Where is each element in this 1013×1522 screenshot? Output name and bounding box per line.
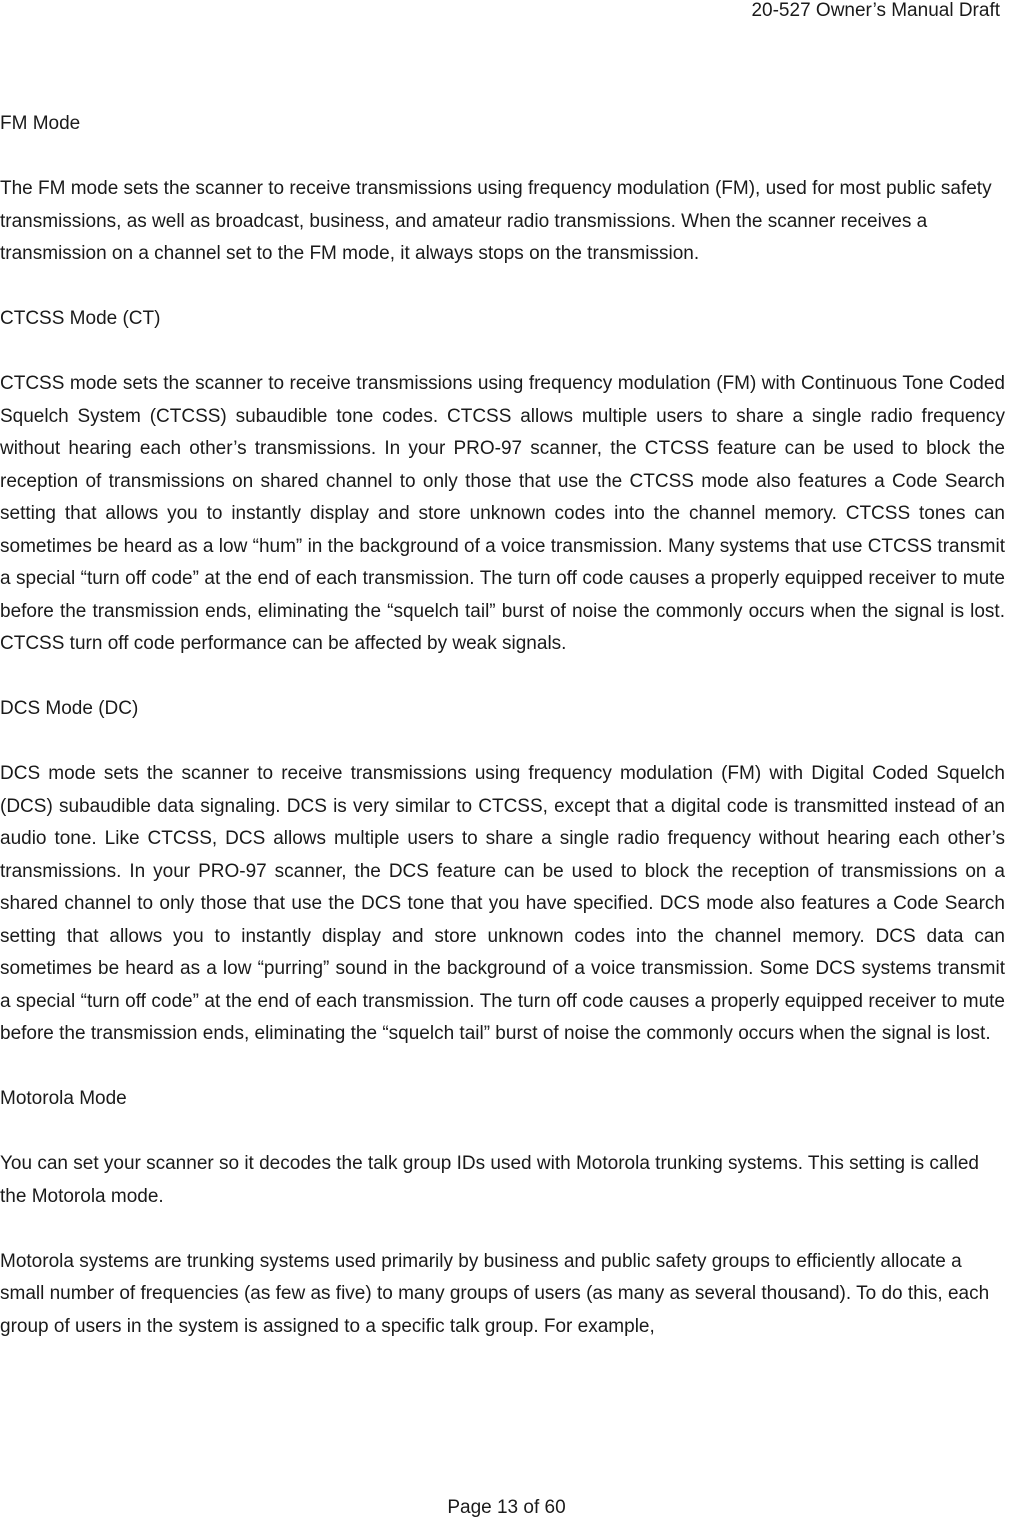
fm-paragraph: The FM mode sets the scanner to receive transmissions using frequency modulation (FM), used for most public safety transmissions, as well as broadcast, business, and amateur radio transmissions. When the scanner receives a transmission on a channel set to the FM mode, it always stops on the transmission. (0, 178, 992, 264)
section-heading-ctcss: CTCSS Mode (CT) (0, 308, 161, 329)
section-heading-motorola: Motorola Mode (0, 1088, 127, 1109)
motorola-paragraph-1: You can set your scanner so it decodes the talk group IDs used with Motorola trunking systems. This setting is called the Motorola mode. (0, 1153, 980, 1207)
motorola-paragraph-2: Motorola systems are trunking systems used primarily by business and public safety groups to efficiently allocate a small number of frequencies (as few as five) to many groups of users (as many as several thousand). To do this, each group of users in the system is assigned to a specific talk group. For example, (0, 1250, 990, 1337)
page-number: Page 13 of 60 (447, 1497, 566, 1518)
document-body (0, 108, 1005, 1376)
dcs-paragraph: DCS mode sets the scanner to receive transmissions using frequency modulation (FM) with Digital Coded Squelch (DCS) subaudible data signaling. DCS is very similar to CTCSS, except that a digital code is transmitted instead of an audio tone. Like CTCSS, DCS allows multiple users to share a single radio frequency without hearing each other’s transmissions. In your PRO-97 scanner, the DCS feature can be used to block the reception of transmissions on a shared channel to only those that use the DCS tone that you have specified. DCS mode also features a Code Search setting that allows you to instantly display and store unknown codes into the channel memory. DCS data can sometimes be heard as a low “purring” sound in the background of a voice transmission. Some DCS systems transmit a special “turn off code” at the end of each transmission. The turn off code causes a properly equipped receiver to mute before the transmission ends, eliminating the “squelch tail” burst of noise the commonly occurs when the signal is lost. (0, 763, 1005, 1044)
section-heading-fm: FM Mode (0, 113, 81, 134)
section-heading-dcs: DCS Mode (DC) (0, 698, 139, 719)
ctcss-paragraph: CTCSS mode sets the scanner to receive transmissions using frequency modulation (FM) with Continuous Tone Coded Squelch System (CTCSS) subaudible tone codes. CTCSS allows multiple users to share a single radio frequency without hearing each other’s transmissions. In your PRO-97 scanner, the CTCSS feature can be used to block the reception of transmissions on shared channel to only those that use the CTCSS mode also features a Code Search setting that allows you to instantly display and store unknown codes into the channel memory. CTCSS tones can sometimes be heard as a low “hum” in the background of a voice transmission. Many systems that use CTCSS transmit a special “turn off code” at the end of each transmission. The turn off code causes a properly equipped receiver to mute before the transmission ends, eliminating the “squelch tail” burst of noise the commonly occurs when the signal is lost. CTCSS turn off code performance can be affected by weak signals. (0, 373, 1005, 654)
document-header: 20-527 Owner’s Manual Draft (751, 0, 1000, 21)
